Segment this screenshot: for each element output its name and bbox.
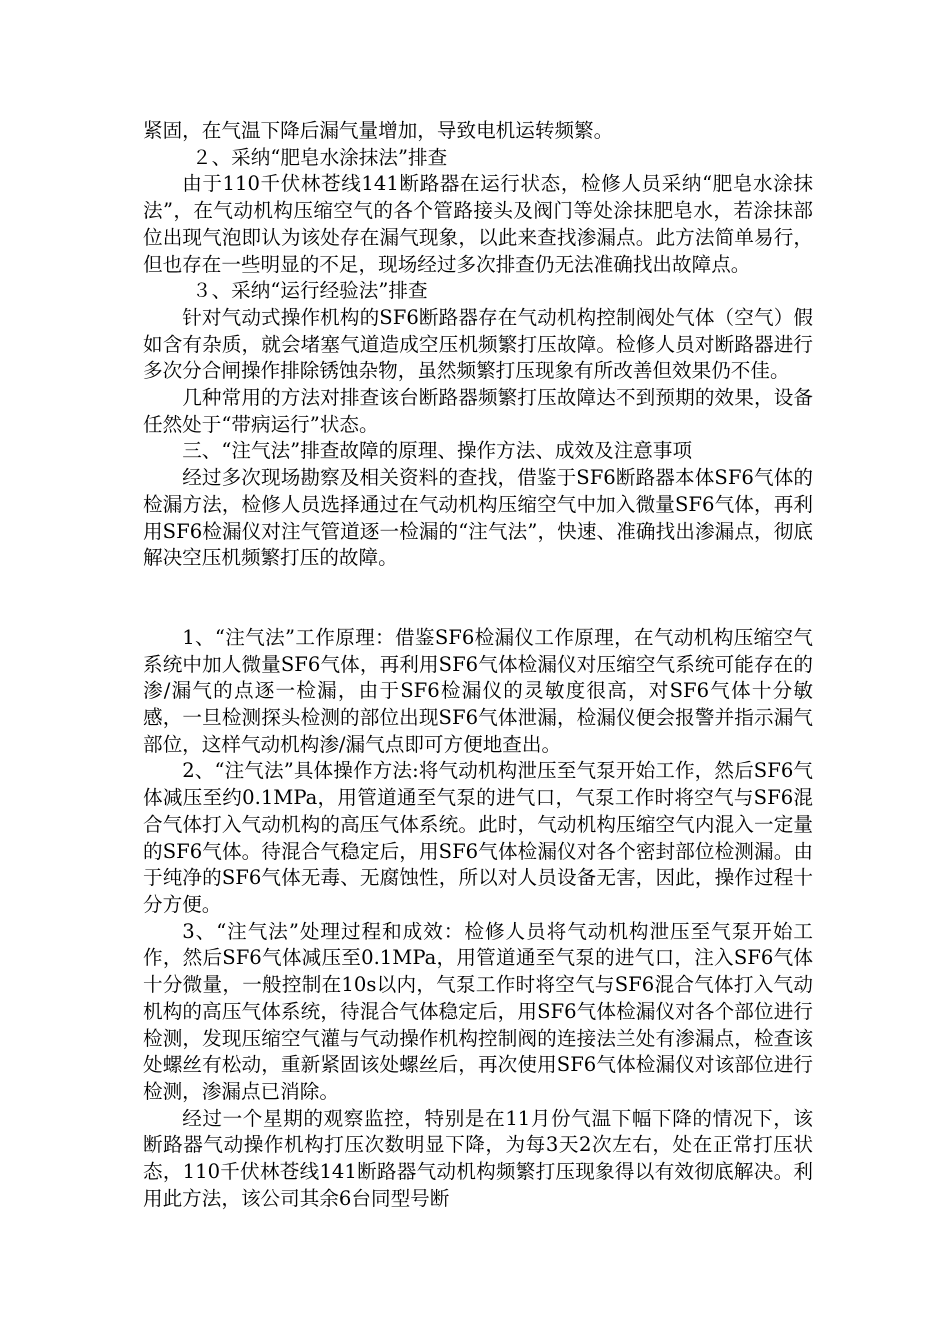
blank-line [143, 572, 813, 625]
paragraph-operation-method: 2、“注气法”具体操作方法:将气动机构泄压至气泵开始工作，然后SF6气体减压至约0.1MPa，用管道通至气泵的进气口，气泵工作时将空气与SF6混合气体打入气动机构的高压气体系统。此时，气动机构压缩空气内混入一定量的SF6气体。待混合气稳定后，用SF6气体检漏仪对各个密封部位检测漏。由于纯净的SF6气体无毒、无腐蚀性，所以对人员设备无害，因此，操作过程十分方便。 [143, 759, 813, 916]
paragraph-observation: 经过一个星期的观察监控，特别是在11月份气温下幅下降的情况下，该断路器气动操作机构打压次数明显下降，为每3天2次左右，处在正常打压状态，110千伏林苍线141断路器气动机构频繁打压现象得以有效彻底解决。利用此方法，该公司其余6台同型号断 [143, 1106, 813, 1210]
section-heading-gas-injection: 三、“注气法”排查故障的原理、操作方法、成效及注意事项 [182, 439, 693, 463]
paragraph-working-principle: 1、“注气法”工作原理：借鉴SF6检漏仪工作原理，在气动机构压缩空气系统中加人微量SF6气体，再利用SF6气体检漏仪对压缩空气系统可能存在的渗/漏气的点逐一检漏，由于SF6检漏仪的灵敏度很高，对SF6气体十分敏感，一旦检测探头检测的部位出现SF6气体泄漏，检漏仪便会报警并指示漏气部位，这样气动机构渗/漏气点即可方便地查出。 [143, 625, 813, 756]
subheading-experience-method: ３、采纳“运行经验法”排查 [192, 279, 428, 303]
paragraph-summary: 几种常用的方法对排查该台断路器频繁打压故障达不到预期的效果，设备任然处于“带病运行”状态。 [143, 386, 813, 436]
paragraph-continued: 紧固，在气温下降后漏气量增加，导致电机运转频繁。 [143, 119, 614, 142]
document-body [143, 118, 813, 1212]
paragraph-experience-method: 针对气动式操作机构的SF6断路器存在气动机构控制阀处气体（空气）假如含有杂质，就会堵塞气道造成空压机频繁打压故障。检修人员对断路器进行多次分合闸操作排除锈蚀杂物，虽然频繁打压现象有所改善但效果仍不佳。 [143, 305, 813, 383]
paragraph-gas-injection-intro: 经过多次现场勘察及相关资料的查找，借鉴于SF6断路器本体SF6气体的检漏方法，检修人员选择通过在气动机构压缩空气中加入微量SF6气体，再利用SF6检漏仪对注气管道逐一检漏的“注气法”，快速、准确找出渗漏点，彻底解决空压机频繁打压的故障。 [143, 466, 813, 570]
paragraph-soap-method: 由于110千伏林苍线141断路器在运行状态，检修人员采纳“肥皂水涂抹法”，在气动机构压缩空气的各个管路接头及阀门等处涂抹肥皂水，若涂抹部位出现气泡即认为该处存在漏气现象，以此来查找渗漏点。此方法简单易行，但也存在一些明显的不足，现场经过多次排查仍无法准确找出故障点。 [143, 172, 813, 276]
subheading-soap-method: ２、采纳“肥皂水涂抹法”排查 [192, 145, 448, 169]
paragraph-process-results: 3、“注气法”处理过程和成效：检修人员将气动机构泄压至气泵开始工作，然后SF6气体减压至0.1MPa，用管道通至气泵的进气口，注入SF6气体十分微量，一般控制在10s以内，气泵工作时将空气与SF6混合气体打入气动机构的高压气体系统，待混合气体稳定后，用SF6气体检漏仪对各个部位进行检测，发现压缩空气灌与气动操作机构控制阀的连接法兰处有渗漏点，检查该处螺丝有松动，重新紧固该处螺丝后，再次使用SF6气体检漏仪对该部位进行检测，渗漏点已消除。 [143, 919, 813, 1103]
